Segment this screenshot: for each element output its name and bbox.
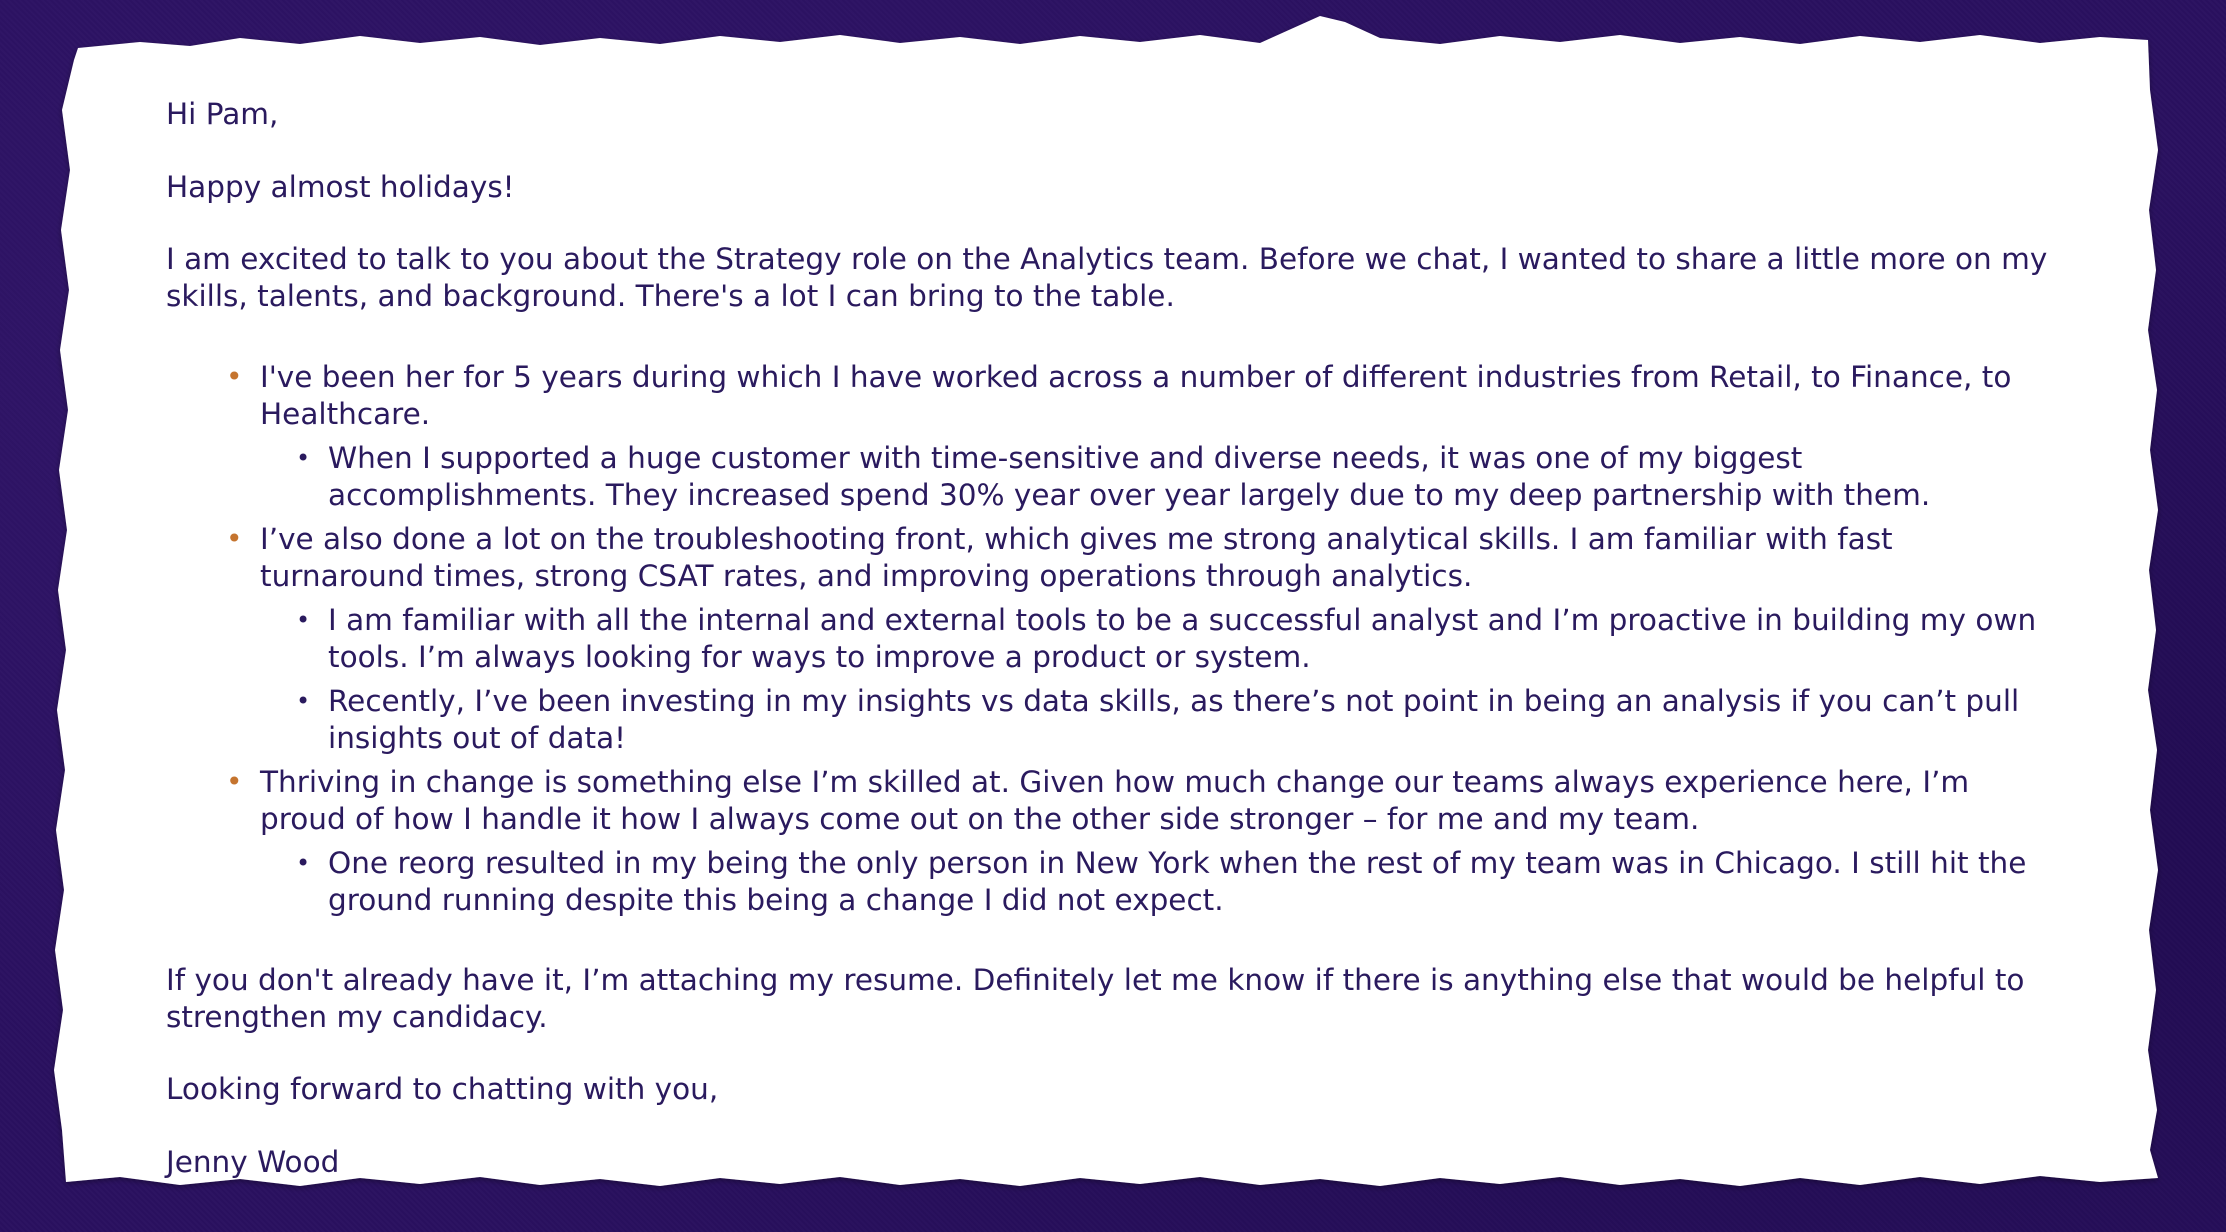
sub-list-item: • Recently, I’ve been investing in my insights vs data skills, as there’s not point in being an analysis if you can’t pull insights out of data!: [260, 683, 2056, 756]
bullet-text: • I’ve also done a lot on the troubleshooting front, which gives me strong analytical skills. I am familiar with fast turnaround times, strong CSAT rates, and improving operations through analytics.: [260, 522, 1893, 593]
greeting: Hi Pam,: [166, 97, 279, 131]
signature-name: Jenny Wood: [166, 1144, 340, 1179]
sub-list-item: • When I supported a huge customer with time-sensitive and diverse needs, it was one of my biggest accomplishments. They increased spend 30% year over year largely due to my deep partnership with them.: [260, 440, 2056, 513]
list-item: [166, 359, 2056, 513]
sub-list-item: • I am familiar with all the internal and external tools to be a successful analyst and I’m proactive in building my own tools. I’m always looking for ways to improve a product or system.: [260, 602, 2056, 675]
closing-paragraph: If you don't already have it, I’m attaching my resume. Definitely let me know if there is anything else that would be helpful to strengthen my candidacy.: [166, 963, 2025, 1034]
letter-body: [166, 96, 2056, 1180]
sub-list: [260, 845, 2056, 918]
intro-paragraph: I am excited to talk to you about the Strategy role on the Analytics team. Before we chat, I wanted to share a little more on my skills, talents, and background. There's a lot I can bring to the table.: [166, 242, 2048, 313]
holiday-line: Happy almost holidays!: [166, 169, 515, 204]
list-item: [166, 521, 2056, 756]
signoff-line: Looking forward to chatting with you,: [166, 1072, 719, 1106]
bullet-text: • I've been her for 5 years during which I have worked across a number of different industries from Retail, to Finance, to Healthcare.: [260, 360, 2012, 431]
sub-list: [260, 440, 2056, 513]
list-item: [166, 764, 2056, 918]
sub-list: [260, 602, 2056, 756]
sub-list-item: • One reorg resulted in my being the only person in New York when the rest of my team was in Chicago. I still hit the ground running despite this being a change I did not expect.: [260, 845, 2056, 918]
skills-list: [166, 359, 2056, 918]
bullet-text: • Thriving in change is something else I’m skilled at. Given how much change our teams always experience here, I’m proud of how I handle it how I always come out on the other side stronger – for me and my team.: [260, 765, 1970, 836]
